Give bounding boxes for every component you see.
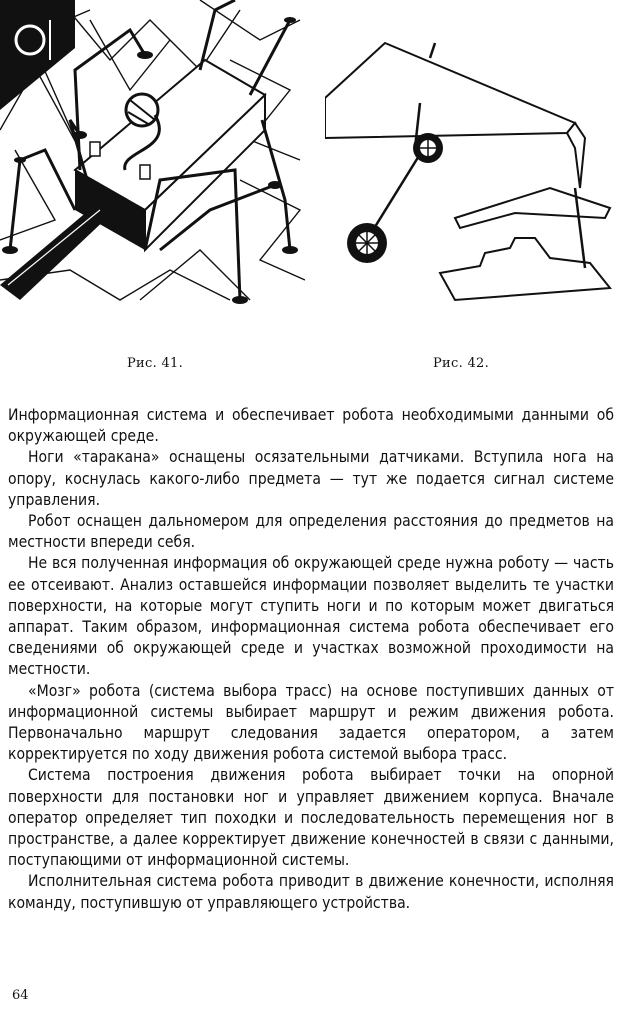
paragraph: Информационная система и обеспечивает робота необходимыми данными об окружающей среде. [8,406,614,446]
page-number: 64 [12,988,29,1003]
paragraph: Система построения движения робота выбирает точки на опорной поверхности для постановки ног и управляет движением корпуса. Вначале оператор определяет тип походки и последовательность перемещения ног в пространстве, а далее корректирует движение конечностей в связи с данными, поступающими от информационной системы. [8,766,614,870]
body-text [8,405,614,914]
figure-42-caption: Рис. 42. [433,356,490,371]
figure-41-robot-illustration [0,0,305,315]
paragraph: Ноги «таракана» оснащены осязательными датчиками. Вступила нога на опору, коснулась какого-либо предмета — тут же подается сигнал системе управления. [8,448,614,509]
large-wheel-icon [347,223,387,263]
small-wheel-icon [413,133,443,163]
paragraph: «Мозг» робота (система выбора трасс) на основе поступивших данных от информационной системы выбирает маршрут и режим движения робота. Первоначально маршрут следования задается оператором, а затем корректируется по ходу движения робота системой выбора трасс. [8,681,614,764]
figure-41-caption: Рис. 41. [127,356,184,371]
paragraph: Не вся полученная информация об окружающей среде нужна роботу — часть ее отсеивают. Анализ оставшейся информации позволяет выделить те участки поверхности, на которые могут ступить ноги и по которым может двигаться аппарат. Таким образом, информационная система робота обеспечивает его сведениями об окружающей среде и участках возможной проходимости на местности. [8,554,614,679]
paragraph: Исполнительная система робота приводит в движение конечности, исполняя команду, поступившую от управляющего устройства. [8,872,614,912]
figure-42-platform-illustration [325,38,615,308]
paragraph: Робот оснащен дальномером для определения расстояния до предметов на местности впереди себя. [8,512,614,552]
